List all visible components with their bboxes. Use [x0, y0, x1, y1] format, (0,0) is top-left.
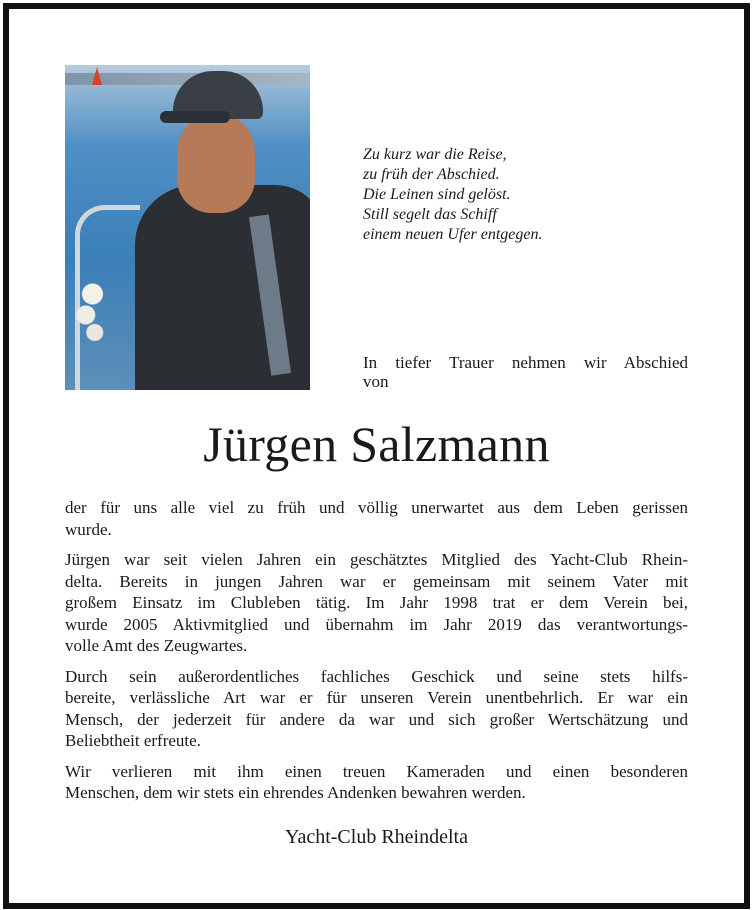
paragraph-line: der für uns alle viel zu früh und völlig unerwartet aus dem Leben gerissen: [65, 498, 688, 517]
intro-text: [363, 353, 688, 391]
photo-sailboat: [92, 67, 102, 85]
paragraph-line: Mensch, der jederzeit für andere da war und sich großer Wertschätzung und: [65, 709, 688, 729]
paragraph-line: wurde 2005 Aktivmitglied und übernahm im Jahr 2019 das verantwortungs-: [65, 614, 688, 634]
deceased-name: Jürgen Salzmann: [203, 416, 550, 472]
portrait-photo: [65, 65, 310, 390]
paragraph-line: Beliebtheit erfreute.: [65, 731, 201, 750]
paragraph-line: Jürgen war seit vielen Jahren ein geschätztes Mitglied des Yacht-Club Rhein-: [65, 550, 688, 569]
paragraph-line: wurde.: [65, 519, 112, 539]
poem-line: einem neuen Ufer entgegen.: [363, 226, 543, 243]
photo-cap-brim: [160, 111, 230, 123]
paragraph-line: bereite, verlässliche Art war er für unseren Verein unentbehrlich. Er war ein: [65, 688, 688, 707]
paragraph-line: großem Einsatz im Clubleben tätig. Im Jahr 1998 trat er dem Verein bei,: [65, 593, 688, 612]
paragraph-line: volle Amt des Zeugwartes.: [65, 636, 248, 655]
paragraph: [65, 549, 688, 657]
paragraph-line: Wir verlieren mit ihm einen treuen Kameraden und einen besonderen: [65, 761, 688, 781]
obituary-body: [65, 497, 688, 813]
intro-line: von: [363, 372, 389, 391]
poem-line: Still segelt das Schiff: [363, 206, 497, 223]
paragraph-line: Durch sein außerordentliches fachliches Geschick und seine stets hilfs-: [65, 666, 688, 686]
photo-white-roses: [70, 280, 115, 350]
intro-line: In tiefer Trauer nehmen wir Abschied: [363, 353, 688, 372]
paragraph-line: delta. Bereits in jungen Jahren war er gemeinsam mit seinem Vater mit: [65, 571, 688, 591]
paragraph: [65, 666, 688, 752]
signature: Yacht-Club Rheindelta: [285, 826, 468, 848]
poem: [363, 145, 542, 245]
photo-face: [177, 113, 255, 213]
poem-line: Die Leinen sind gelöst.: [363, 186, 511, 203]
poem-line: zu früh der Abschied.: [363, 166, 500, 183]
paragraph: [65, 497, 688, 540]
paragraph-line: Menschen, dem wir stets ein ehrendes Andenken bewahren werden.: [65, 783, 526, 802]
poem-line: Zu kurz war die Reise,: [363, 146, 507, 163]
paragraph: [65, 761, 688, 804]
